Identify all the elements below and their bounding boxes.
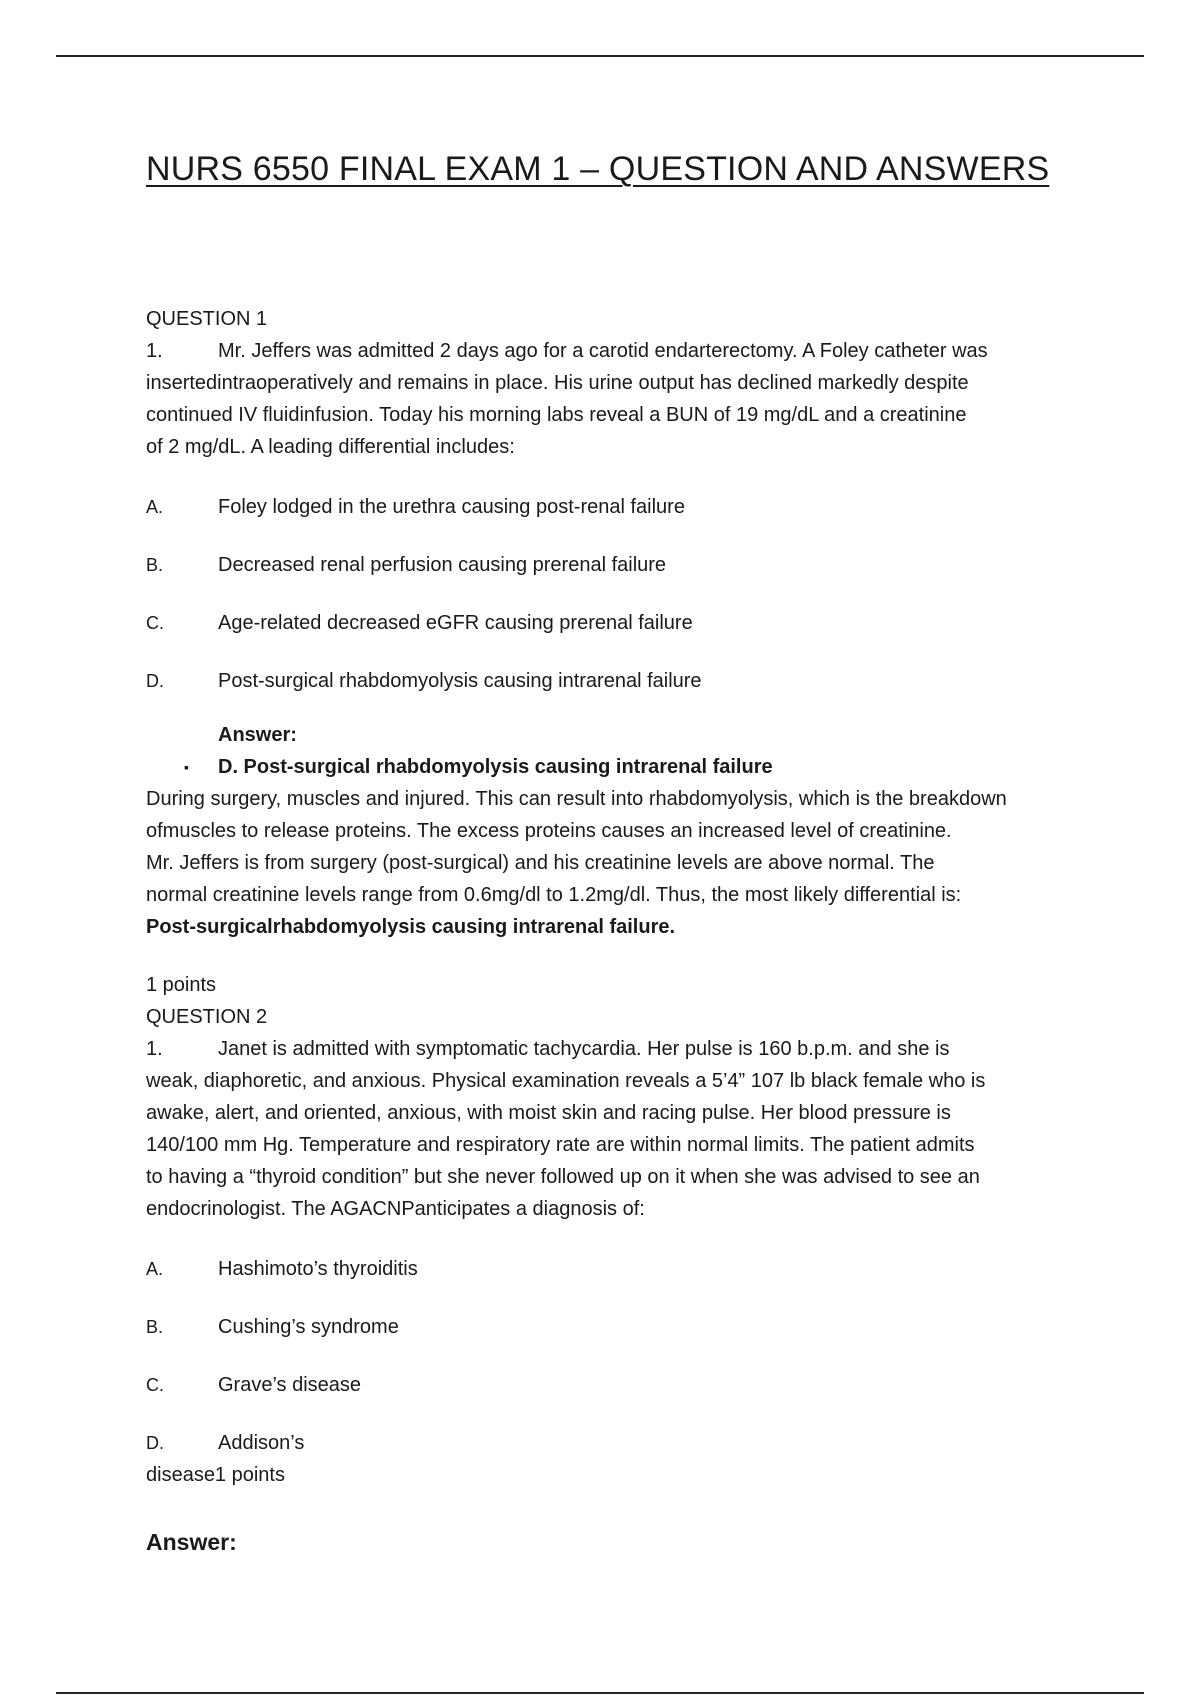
explanation [146,783,1106,943]
option-letter: A. [146,1259,164,1279]
option-text: Age-related decreased eGFR causing prerenal failure [218,612,693,634]
option-letter: D. [146,671,164,691]
explanation-line: ofmuscles to release proteins. The excess proteins causes an increased level of creatinine. [146,820,952,842]
option-b [146,549,1106,581]
option-text: Hashimoto’s thyroiditis [218,1258,418,1280]
question-number: 1. [146,340,163,362]
answer-text [146,751,1106,783]
option-a [146,491,1106,523]
document-body [146,150,1106,1556]
stem-line: Janet is admitted with symptomatic tachycardia. Her pulse is 160 b.p.m. and she is [218,1038,950,1060]
question-1 [146,303,1106,1001]
stem-line: of 2 mg/dL. A leading differential includes: [146,436,515,458]
option-text: Cushing’s syndrome [218,1316,399,1338]
option-text: Grave’s disease [218,1374,362,1396]
option-letter: C. [146,613,164,633]
question-stem [146,335,1106,463]
option-b [146,1311,1106,1343]
answer-heading: Answer: [146,1529,237,1555]
stem-line: 140/100 mm Hg. Temperature and respiratory rate are within normal limits. The patient admits [146,1134,975,1156]
stem-line: Mr. Jeffers was admitted 2 days ago for a carotid endarterectomy. A Foley catheter was [218,340,988,362]
question-2 [146,1001,1106,1556]
stem-line: insertedintraoperatively and remains in place. His urine output has declined markedly despite [146,372,969,394]
option-d-continuation: disease1 points [146,1464,285,1486]
explanation-line: normal creatinine levels range from 0.6mg/dl to 1.2mg/dl. Thus, the most likely differential is: [146,884,962,906]
bottom-rule [56,1692,1144,1694]
option-d [146,665,1106,697]
question-stem [146,1033,1106,1225]
option-text: Post-surgical rhabdomyolysis causing intrarenal failure [218,670,702,692]
option-d [146,1427,1106,1459]
explanation-line: Mr. Jeffers is from surgery (post-surgical) and his creatinine levels are above normal. The [146,852,935,874]
explanation-line: During surgery, muscles and injured. This can result into rhabdomyolysis, which is the breakdown [146,788,1007,810]
stem-line: endocrinologist. The AGACNPanticipates a diagnosis of: [146,1198,645,1220]
option-letter: D. [146,1433,164,1453]
question-label: QUESTION 2 [146,1006,268,1028]
option-letter: B. [146,555,164,575]
option-letter: C. [146,1375,164,1395]
stem-line: continued IV fluidinfusion. Today his morning labs reveal a BUN of 19 mg/dL and a creatinine [146,404,967,426]
page-title: NURS 6550 FINAL EXAM 1 – QUESTION AND ANSWERS [146,150,1050,188]
question-number: 1. [146,1038,163,1060]
option-letter: B. [146,1317,164,1337]
option-text: Decreased renal perfusion causing prerenal failure [218,554,667,576]
stem-line: weak, diaphoretic, and anxious. Physical examination reveals a 5’4” 107 lb black female who is [146,1070,986,1092]
points-label: 1 points [146,974,217,996]
option-letter: A. [146,497,164,517]
option-c [146,1369,1106,1401]
option-text: Foley lodged in the urethra causing post-renal failure [218,496,685,518]
bullet-icon: ▪ [184,759,189,775]
answer-heading: Answer: [218,724,297,746]
stem-line: to having a “thyroid condition” but she never followed up on it when she was advised to see an [146,1166,980,1188]
question-label: QUESTION 1 [146,308,268,330]
explanation-conclusion: Post-surgicalrhabdomyolysis causing intrarenal failure. [146,916,676,938]
answer-choice: D. Post-surgical rhabdomyolysis causing intrarenal failure [218,756,773,778]
option-a [146,1253,1106,1285]
option-text: Addison’s [218,1432,305,1454]
top-rule [56,55,1144,57]
option-c [146,607,1106,639]
stem-line: awake, alert, and oriented, anxious, with moist skin and racing pulse. Her blood pressure is [146,1102,951,1124]
